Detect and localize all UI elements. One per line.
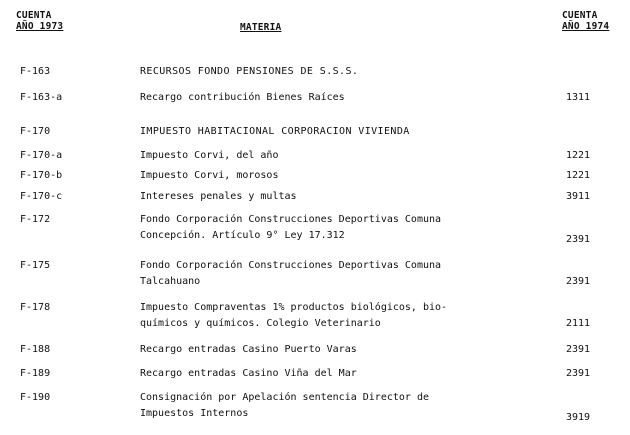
account-code-1974: 1311 <box>566 92 591 103</box>
account-code-1973: F-170 <box>20 126 51 137</box>
account-code-1974: 2391 <box>566 344 591 355</box>
materia-description <box>140 366 540 382</box>
description-line: Recargo entradas Casino Viña del Mar <box>140 368 357 379</box>
materia-description <box>140 212 540 244</box>
materia-description <box>140 390 540 422</box>
account-code-1973: F-163-a <box>20 92 63 103</box>
materia-description <box>140 258 540 290</box>
account-code-1973: F-175 <box>20 260 51 271</box>
materia-description <box>140 189 540 205</box>
description-line: Impuesto Corvi, morosos <box>140 170 279 181</box>
materia-description <box>140 342 540 358</box>
description-line: químicos y químicos. Colegio Veterinario <box>140 318 381 329</box>
description-line: Intereses penales y multas <box>140 191 297 202</box>
materia-description <box>140 168 540 184</box>
description-line: Recargo entradas Casino Puerto Varas <box>140 344 357 355</box>
account-code-1974: 1221 <box>566 170 591 181</box>
header-right-line1: CUENTA <box>562 10 598 21</box>
materia-description <box>140 124 540 140</box>
description-line: Talcahuano <box>140 276 201 287</box>
description-line: Impuestos Internos <box>140 408 249 419</box>
description-line: Concepción. Artículo 9° Ley 17.312 <box>140 230 345 241</box>
account-code-1974: 2391 <box>566 234 591 245</box>
account-code-1974: 3919 <box>566 412 591 423</box>
account-code-1974: 1221 <box>566 150 591 161</box>
account-code-1973: F-170-a <box>20 150 63 161</box>
account-code-1973: F-190 <box>20 392 51 403</box>
account-code-1973: F-170-b <box>20 170 63 181</box>
account-code-1973: F-172 <box>20 214 51 225</box>
description-line: Impuesto Compraventas 1% productos biológicos, bio- <box>140 302 448 313</box>
account-code-1973: F-178 <box>20 302 51 313</box>
materia-description <box>140 300 540 332</box>
description-line: Recargo contribución Bienes Raíces <box>140 92 345 103</box>
account-code-1973: F-163 <box>20 66 51 77</box>
account-code-1974: 2391 <box>566 368 591 379</box>
account-code-1973: F-170-c <box>20 191 63 202</box>
materia-description <box>140 64 540 80</box>
account-code-1974: 3911 <box>566 191 591 202</box>
account-code-1973: F-189 <box>20 368 51 379</box>
header-left-line1: CUENTA <box>16 10 52 21</box>
description-line: Impuesto Corvi, del año <box>140 150 279 161</box>
header-left-line2: AÑO 1973 <box>16 21 64 32</box>
account-code-1974: 2111 <box>566 318 591 329</box>
materia-description <box>140 148 540 164</box>
account-code-1973: F-188 <box>20 344 51 355</box>
column-header-materia: MATERIA <box>240 22 282 33</box>
description-line: Fondo Corporación Construcciones Deportivas Comuna <box>140 214 442 225</box>
description-line: Consignación por Apelación sentencia Director de <box>140 392 429 403</box>
account-code-1974: 2391 <box>566 276 591 287</box>
materia-description <box>140 90 540 106</box>
description-line: RECURSOS FONDO PENSIONES DE S.S.S. <box>140 66 359 77</box>
header-right-line2: AÑO 1974 <box>562 21 610 32</box>
description-line: Fondo Corporación Construcciones Deportivas Comuna <box>140 260 442 271</box>
description-line: IMPUESTO HABITACIONAL CORPORACION VIVIENDA <box>140 126 410 137</box>
